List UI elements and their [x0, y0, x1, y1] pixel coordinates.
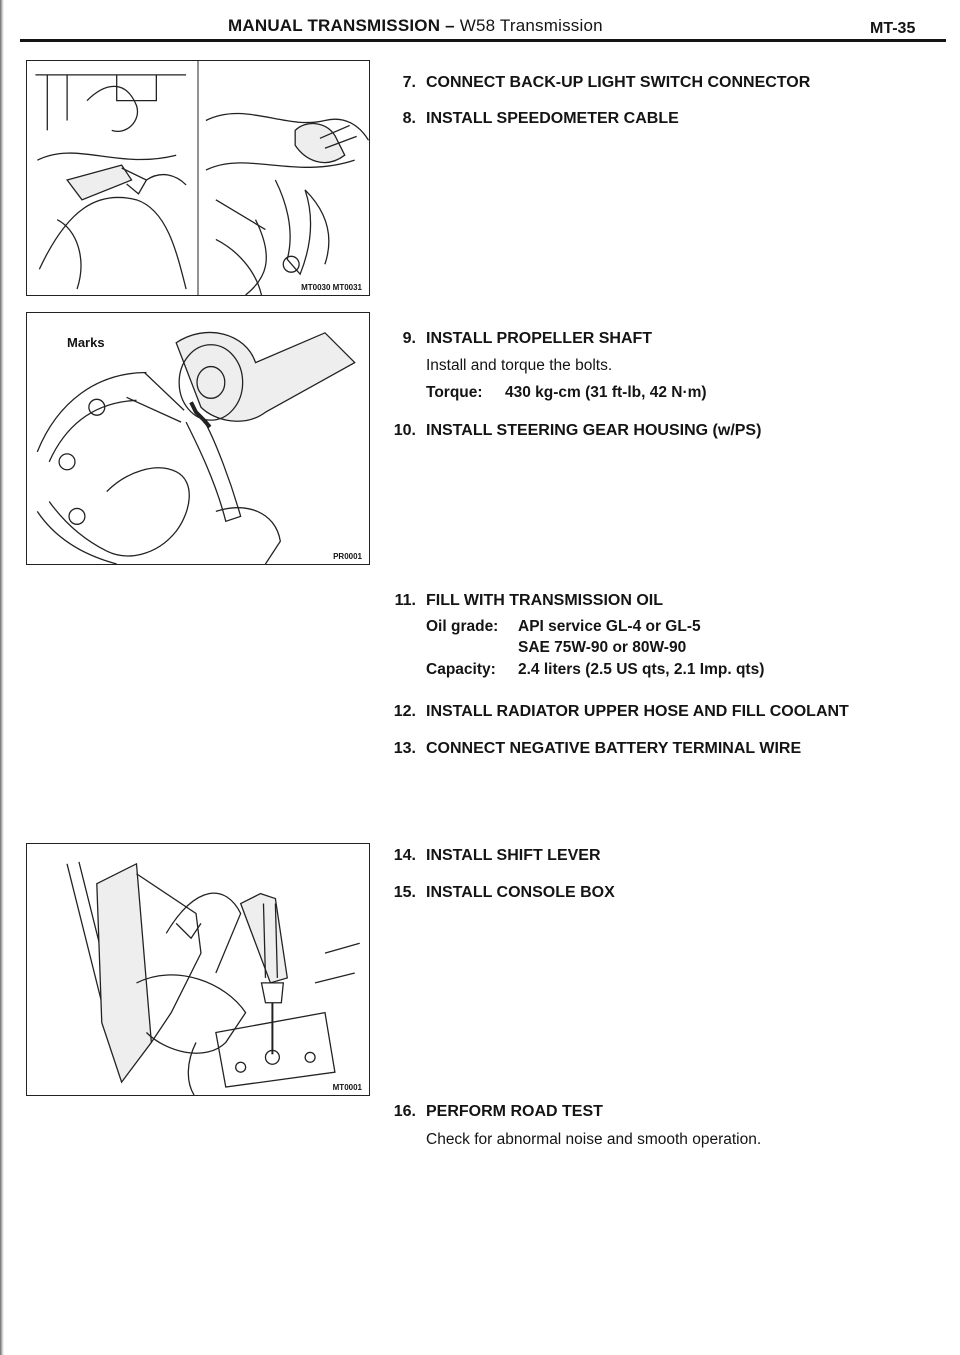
figure-backup-switch-speedometer: [26, 60, 370, 296]
step-number: 13.: [393, 740, 416, 757]
step-11: [382, 592, 663, 610]
step-10: [382, 422, 761, 440]
step-title: INSTALL RADIATOR UPPER HOSE AND FILL COOLANT: [426, 703, 849, 720]
step-title: INSTALL SHIFT LEVER: [426, 847, 601, 864]
oil-grade-line-1: API service GL-4 or GL-5: [518, 618, 701, 635]
capacity-label: Capacity:: [426, 661, 496, 678]
step-8: [382, 110, 679, 128]
page-edge-shadow: [0, 0, 4, 1355]
step-number: 7.: [402, 74, 416, 91]
step-14: [382, 847, 601, 865]
step-9-instruction: Install and torque the bolts.: [426, 357, 613, 374]
illustration-shift-lever: [27, 844, 369, 1095]
torque-value: 430 kg-cm (31 ft-lb, 42 N·m): [505, 384, 707, 401]
step-number: 12.: [393, 703, 416, 720]
step-number: 14.: [393, 847, 416, 864]
title-sub: W58 Transmission: [459, 16, 603, 35]
step-number: 8.: [402, 110, 416, 127]
step-15: [382, 884, 615, 902]
figure-propeller-shaft: [26, 312, 370, 565]
figure-shift-lever: [26, 843, 370, 1096]
figure-code: MT0001: [332, 1083, 362, 1092]
header-rule: [20, 39, 946, 42]
step-16: [382, 1103, 603, 1121]
step-number: 9.: [402, 330, 416, 347]
oil-grade-line-2: SAE 75W-90 or 80W-90: [518, 639, 687, 656]
step-number: 15.: [393, 884, 416, 901]
figure-label-marks: Marks: [67, 335, 105, 350]
step-title: CONNECT NEGATIVE BATTERY TERMINAL WIRE: [426, 740, 802, 757]
step-7: [382, 74, 810, 92]
step-13: [382, 740, 801, 758]
illustration-transmission-cable: [27, 61, 369, 295]
page-title: [228, 16, 603, 36]
page-header: [0, 0, 960, 48]
page-number: MT-35: [870, 20, 916, 37]
capacity-value: 2.4 liters (2.5 US qts, 2.1 Imp. qts): [518, 661, 765, 678]
step-16-instruction: Check for abnormal noise and smooth operation.: [426, 1131, 762, 1148]
figure-code: PR0001: [333, 552, 362, 561]
torque-label: Torque:: [426, 384, 483, 401]
step-title: FILL WITH TRANSMISSION OIL: [426, 592, 664, 609]
illustration-propeller-shaft: [27, 313, 369, 564]
step-title: PERFORM ROAD TEST: [426, 1103, 603, 1120]
figure-code: MT0030 MT0031: [301, 283, 362, 292]
step-title: INSTALL CONSOLE BOX: [426, 884, 615, 901]
step-number: 11.: [394, 592, 416, 609]
step-title: INSTALL PROPELLER SHAFT: [426, 330, 653, 347]
step-title: INSTALL STEERING GEAR HOUSING (w/PS): [426, 422, 762, 439]
oil-grade-label: Oil grade:: [426, 618, 499, 635]
title-main: MANUAL TRANSMISSION: [228, 16, 441, 35]
step-number: 10.: [393, 422, 416, 439]
step-number: 16.: [393, 1103, 416, 1120]
step-9: [382, 330, 652, 348]
step-title: CONNECT BACK-UP LIGHT SWITCH CONNECTOR: [426, 74, 811, 91]
step-12: [382, 703, 849, 721]
title-separator: –: [440, 16, 460, 35]
step-title: INSTALL SPEEDOMETER CABLE: [426, 110, 679, 127]
